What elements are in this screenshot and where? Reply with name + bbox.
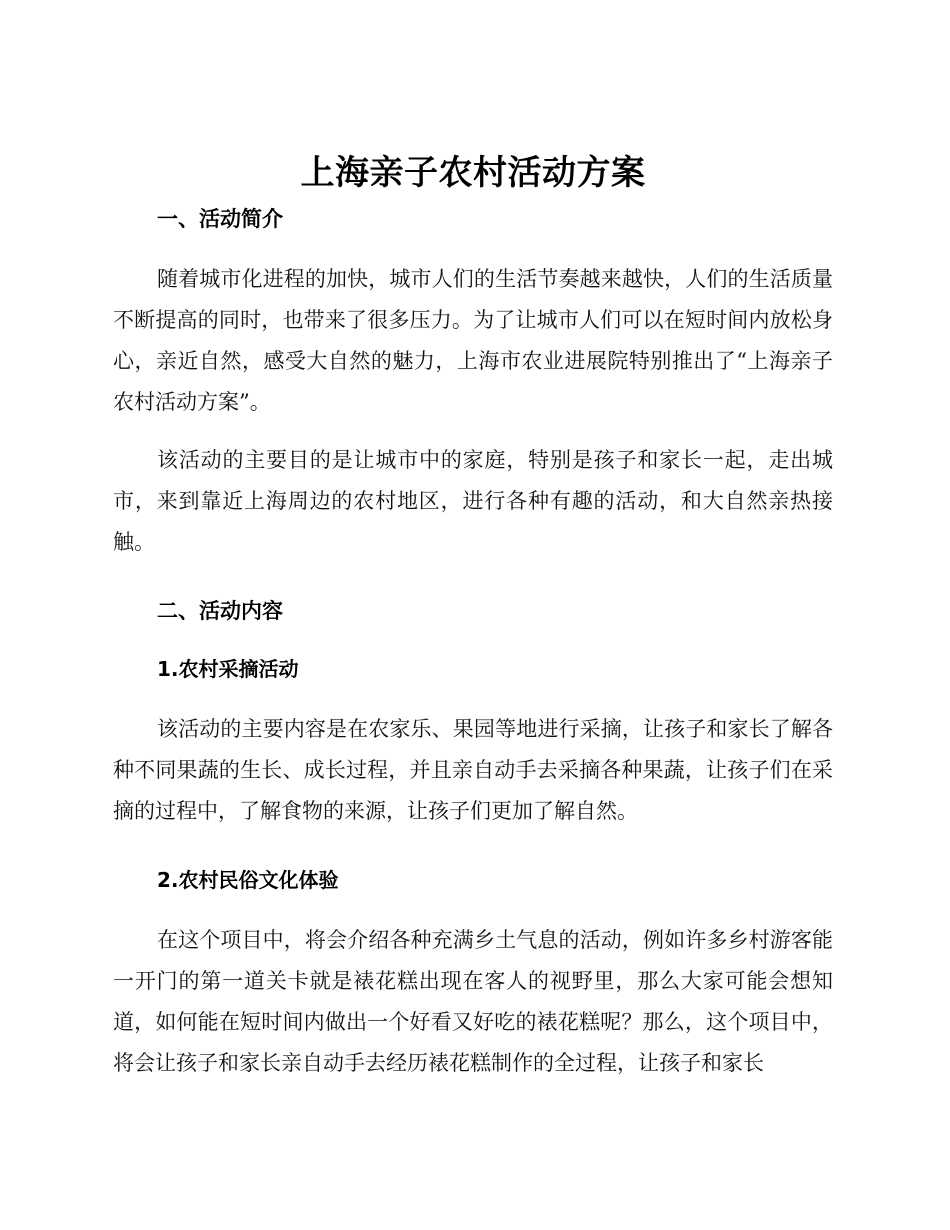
section-heading-content: 二、活动内容: [157, 599, 283, 623]
paragraph: 在这个项目中，将会介绍各种充满乡土气息的活动，例如许多乡村游客能一开门的第一道关卡就是裱花糕出现在客人的视野里，那么大家可能会想知道，如何能在短时间内做出一个好看又好吃的裱花糕呢？那么，这个项目中，将会让孩子和家长亲自动手去经历裱花糕制作的全过程，让孩子和家长: [113, 928, 833, 1075]
paragraph: 随着城市化进程的加快，城市人们的生活节奏越来越快，人们的生活质量不断提高的同时，也带来了很多压力。为了让城市人们可以在短时间内放松身心，亲近自然，感受大自然的魅力，上海市农业进展院特别推出了“上海亲子农村活动方案”。: [113, 267, 833, 414]
document-body: [113, 150, 833, 1084]
subsection-heading-folk-culture: 2.农村民俗文化体验: [157, 868, 339, 892]
subsection-heading-picking: 1.农村采摘活动: [157, 657, 299, 681]
paragraph: 该活动的主要内容是在农家乐、果园等地进行采摘，让孩子和家长了解各种不同果蔬的生长、成长过程，并且亲自动手去采摘各种果蔬，让孩子们在采摘的过程中，了解食物的来源，让孩子们更加了解自然。: [113, 717, 833, 823]
paragraph: 该活动的主要目的是让城市中的家庭，特别是孩子和家长一起，走出城市，来到靠近上海周边的农村地区，进行各种有趣的活动，和大自然亲热接触。: [113, 448, 833, 554]
section-heading-intro: 一、活动简介: [157, 207, 283, 231]
document-title: 上海亲子农村活动方案: [300, 153, 646, 193]
